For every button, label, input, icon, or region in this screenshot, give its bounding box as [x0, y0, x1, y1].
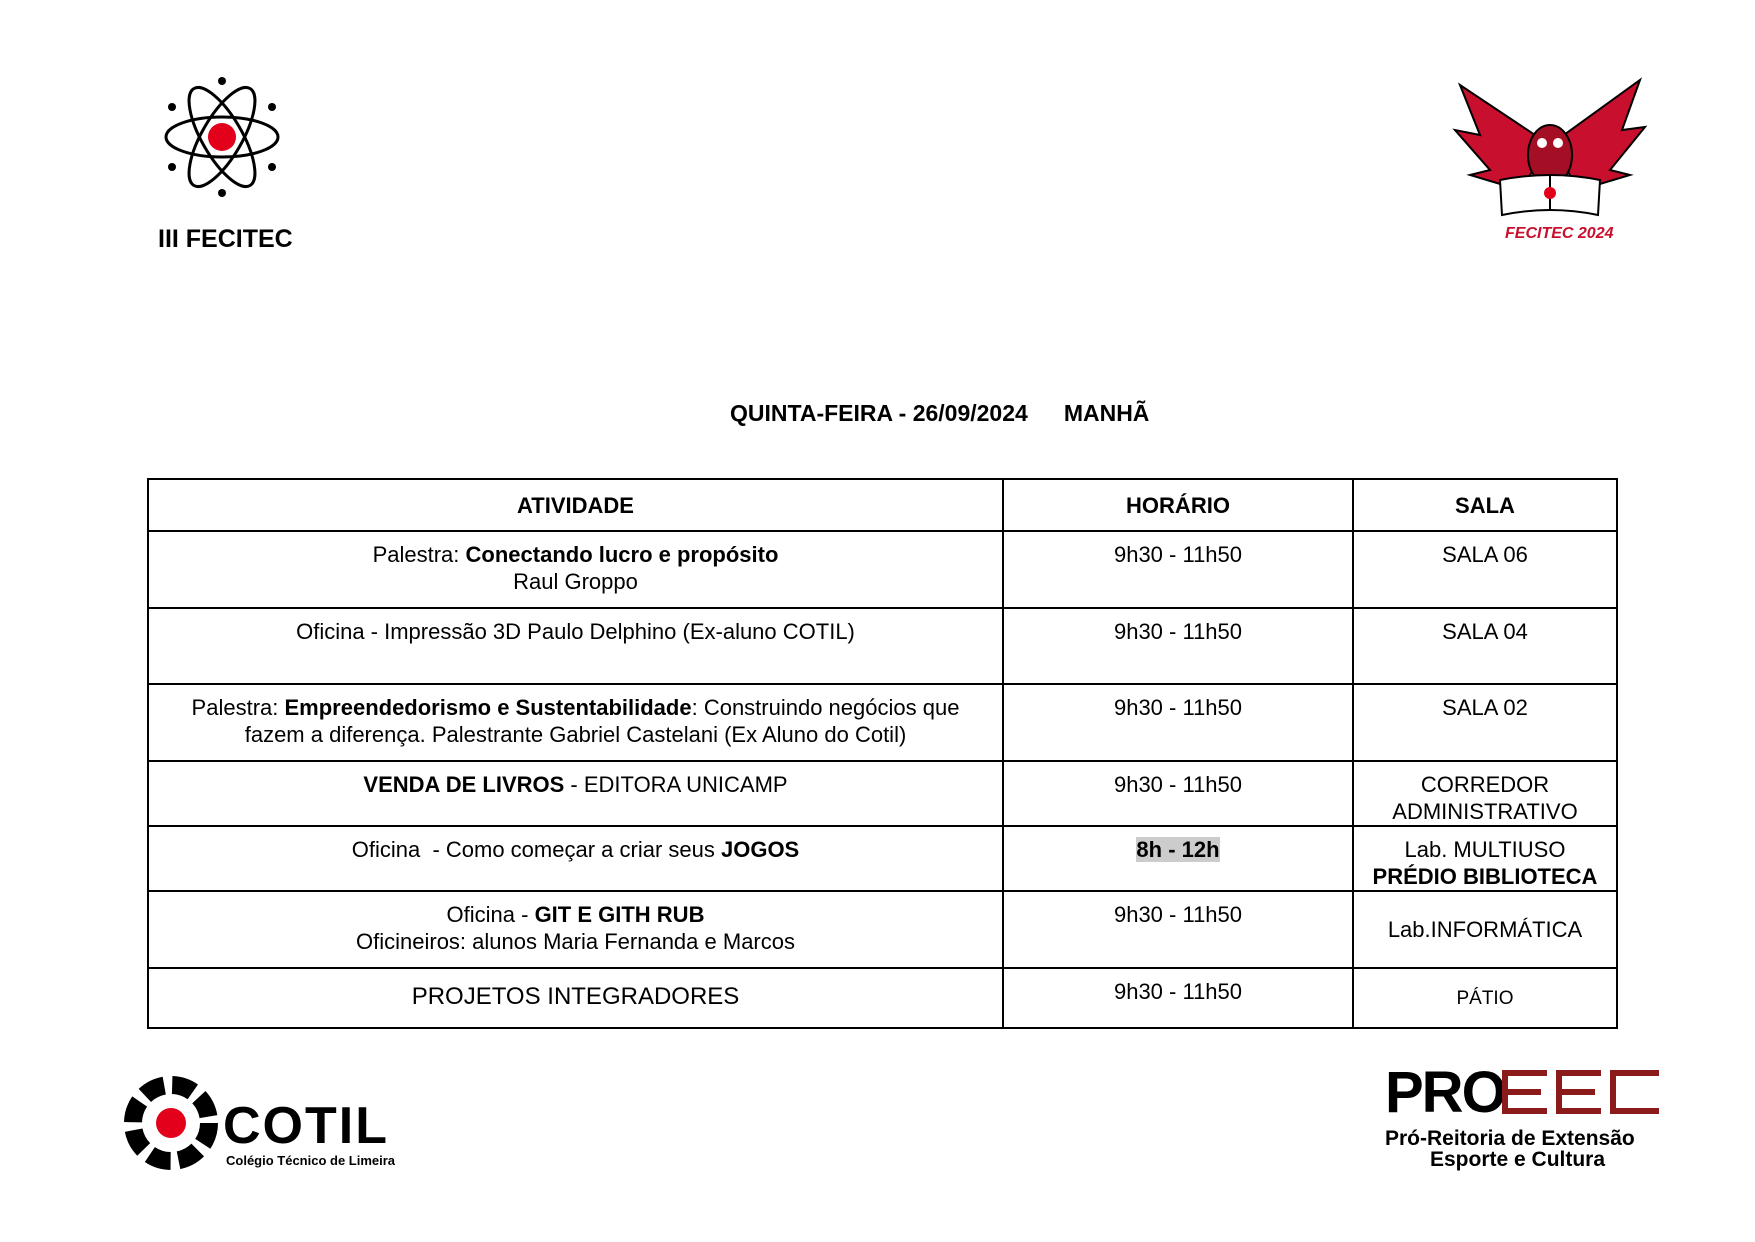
room-cell: Lab. MULTIUSO PRÉDIO BIBLIOTECA — [1353, 826, 1617, 891]
cotil-subtitle: Colégio Técnico de Limeira — [226, 1153, 396, 1168]
time-cell: 9h30 - 11h50 — [1003, 968, 1353, 1028]
time-cell: 9h30 - 11h50 — [1003, 531, 1353, 608]
time-cell — [1003, 826, 1353, 891]
room-cell: Lab.INFORMÁTICA — [1353, 891, 1617, 968]
period-label: MANHÃ — [1063, 400, 1150, 426]
table-row — [148, 891, 1617, 968]
room-cell: PÁTIO — [1353, 968, 1617, 1028]
activity-cell: Oficina - GIT E GITH RUB Oficineiros: alunos Maria Fernanda e Marcos — [148, 891, 1003, 968]
proeec-line1: Pró-Reitoria de Extensão — [1385, 1127, 1635, 1150]
time-cell: 9h30 - 11h50 — [1003, 608, 1353, 684]
time-cell: 9h30 - 11h50 — [1003, 891, 1353, 968]
activity-cell: Oficina - Como começar a criar seus JOGOS — [148, 826, 1003, 891]
table-row — [148, 968, 1617, 1028]
room-cell: SALA 02 — [1353, 684, 1617, 761]
fecitec-2024-label: FECITEC 2024 — [1505, 225, 1614, 242]
time-cell: 9h30 - 11h50 — [1003, 761, 1353, 826]
cotil-logo — [123, 1070, 413, 1180]
eec-mark-icon — [1497, 1067, 1667, 1117]
atom-icon — [162, 75, 282, 205]
pro-wordmark: PRO — [1385, 1060, 1505, 1125]
page-title — [730, 400, 1149, 427]
activity-cell: PROJETOS INTEGRADORES — [148, 968, 1003, 1028]
room-cell: SALA 04 — [1353, 608, 1617, 684]
proeec-logo — [1385, 1060, 1675, 1177]
header-time: HORÁRIO — [1003, 479, 1353, 531]
activity-cell: Palestra: Empreendedorismo e Sustentabilidade: Construindo negócios que fazem a diferença. Palestrante Gabriel Castelani (Ex Aluno do Cotil) — [148, 684, 1003, 761]
room-cell: CORREDOR ADMINISTRATIVO — [1353, 761, 1617, 826]
highlighted-time: 8h - 12h — [1136, 837, 1220, 862]
activity-cell: Palestra: Conectando lucro e propósito Raul Groppo — [148, 531, 1003, 608]
proeec-line2: Esporte e Cultura — [1430, 1148, 1606, 1171]
table-row — [148, 826, 1617, 891]
fecitec-2024-logo — [1450, 75, 1650, 265]
table-row — [148, 531, 1617, 608]
header-activity: ATIVIDADE — [148, 479, 1003, 531]
header-room: SALA — [1353, 479, 1617, 531]
schedule-table — [147, 478, 1618, 1029]
day-label: QUINTA-FEIRA - 26/09/2024 — [730, 400, 1028, 426]
fecitec-logo — [150, 75, 300, 265]
table-header-row — [148, 479, 1617, 531]
cotil-ring-icon — [123, 1070, 219, 1176]
table-row — [148, 761, 1617, 826]
cotil-wordmark: COTIL — [223, 1097, 389, 1155]
fecitec-logo-label: III FECITEC — [158, 225, 293, 253]
activity-cell: VENDA DE LIVROS - EDITORA UNICAMP — [148, 761, 1003, 826]
table-row — [148, 684, 1617, 761]
activity-cell: Oficina - Impressão 3D Paulo Delphino (Ex-aluno COTIL) — [148, 608, 1003, 684]
table-row — [148, 608, 1617, 684]
time-cell: 9h30 - 11h50 — [1003, 684, 1353, 761]
room-cell: SALA 06 — [1353, 531, 1617, 608]
